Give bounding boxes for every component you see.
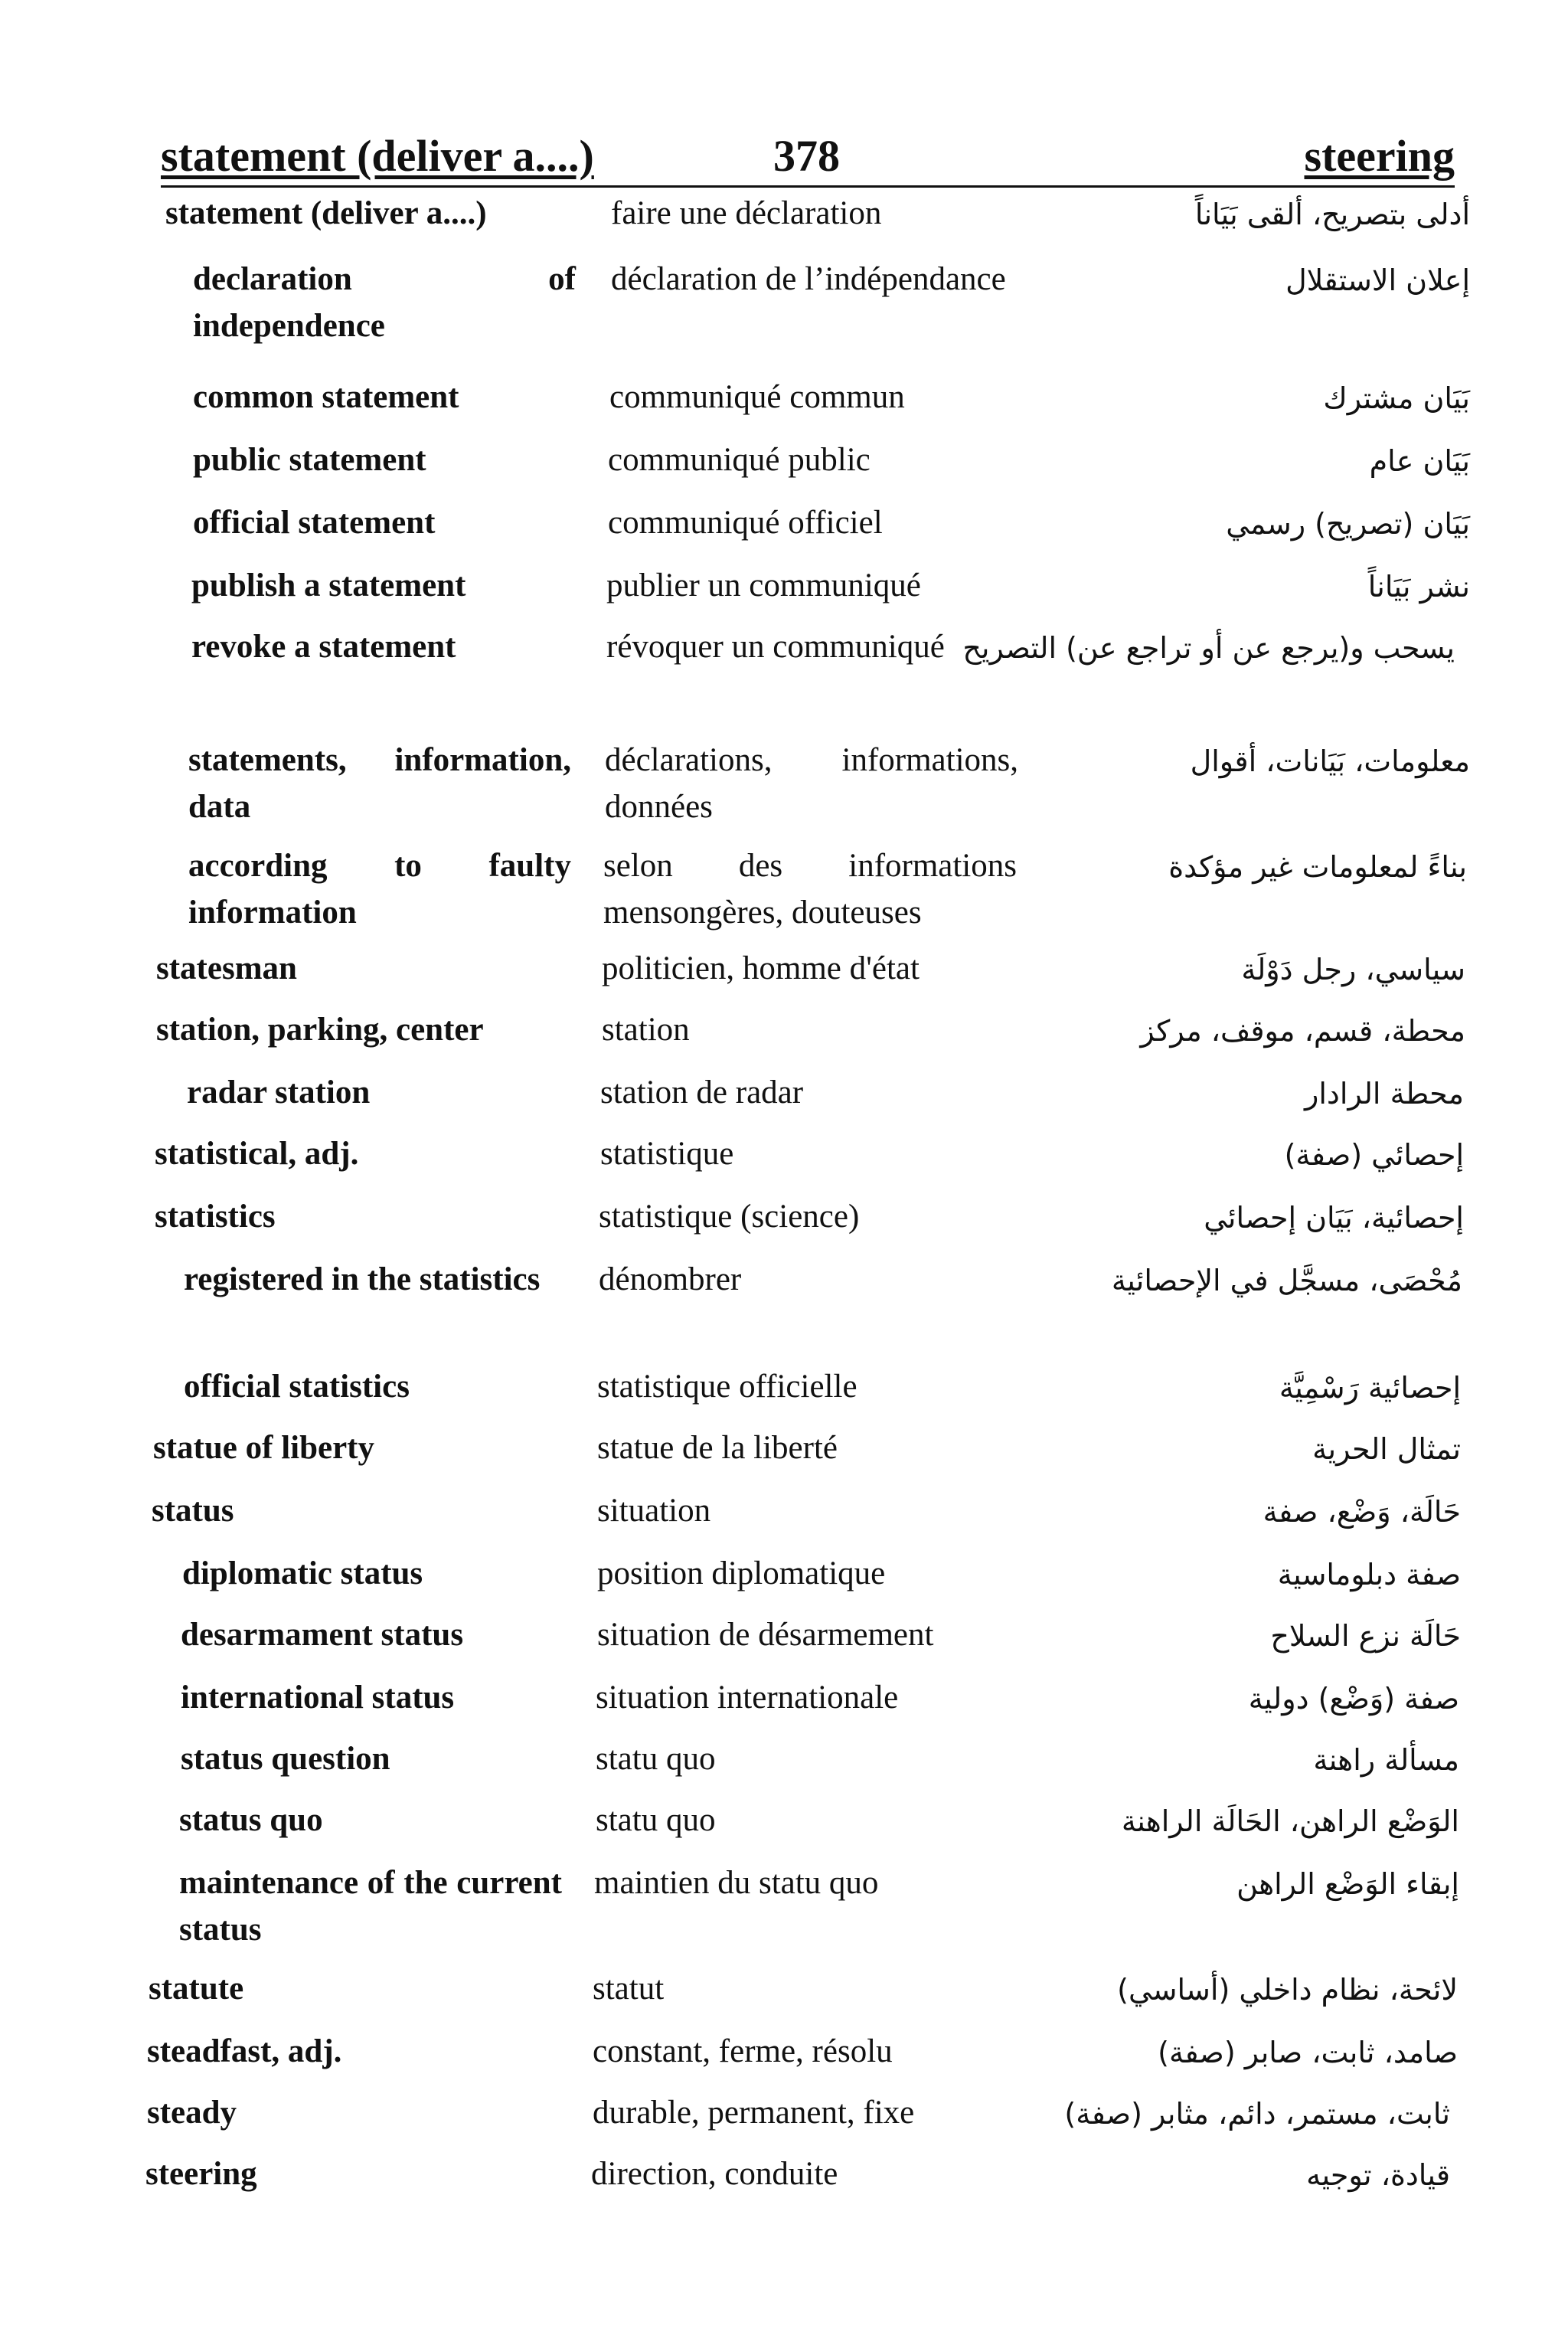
entry-english: maintenance of the current status [179, 1865, 562, 1948]
entry-english: declaration of independence [193, 261, 576, 344]
header-first-entry: statement (deliver a....) [161, 131, 594, 181]
entry-arabic: صفة دبلوماسية [1277, 1558, 1461, 1591]
entry-arabic: إحصائية، بَيَان إحصائي [1204, 1201, 1464, 1235]
entry-english: statement (deliver a....) [165, 195, 487, 231]
entry-french: statut [593, 1971, 665, 2007]
entry-french: constant, ferme, résolu [593, 2033, 893, 2069]
entry-arabic: بَيَان مشترك [1323, 381, 1470, 415]
entry-english: statute [149, 1971, 244, 2007]
entry-arabic: محطة الرادار [1305, 1077, 1464, 1111]
entry-english: revoke a statement [191, 629, 456, 665]
entry-english: steadfast, adj. [147, 2033, 342, 2069]
entry-arabic: مُحْصَى، مسجَّل في الإحصائية [1111, 1264, 1462, 1297]
entry-arabic: نشر بَيَاناً [1367, 570, 1470, 604]
entry-arabic: مسألة راهنة [1313, 1743, 1459, 1777]
entry-arabic: تمثال الحرية [1312, 1432, 1461, 1466]
entry-french: révoquer un communiqué [606, 629, 945, 665]
entry-french: statue de la liberté [597, 1430, 838, 1466]
entry-english: status question [181, 1741, 390, 1777]
entry-english: statistics [155, 1199, 276, 1235]
entry-arabic: حَالَة نزع السلاح [1270, 1619, 1461, 1653]
entry-arabic: صفة (وَضْع) دولية [1248, 1682, 1459, 1716]
entry-arabic: ثابت، مستمر، دائم، مثابر (صفة) [1064, 2097, 1450, 2131]
page-number: 378 [773, 131, 840, 181]
page-header [161, 130, 1455, 188]
entry-english: steady [147, 2095, 237, 2131]
entry-french: selon des informations mensongères, douteuses [603, 848, 1017, 931]
entry-english: station, parking, center [156, 1012, 484, 1048]
entry-french: statu quo [596, 1802, 716, 1838]
entry-arabic: بَيَان (تصريح) رسمي [1226, 507, 1470, 541]
entry-french: situation internationale [596, 1680, 899, 1716]
entry-french: statu quo [596, 1741, 716, 1777]
entry-arabic: الوَضْع الراهن، الحَالَة الراهنة [1121, 1804, 1459, 1838]
entry-french: faire une déclaration [611, 195, 882, 231]
entry-arabic: يسحب و(يرجع عن أو تراجع عن) التصريح [962, 631, 1455, 665]
entry-french: déclarations, informations, données [605, 742, 1018, 825]
entry-arabic: إحصائي (صفة) [1284, 1138, 1464, 1172]
entry-french: communiqué public [608, 442, 871, 478]
entry-english: desarmament status [181, 1617, 464, 1653]
entry-arabic: محطة، قسم، موقف، مركز [1140, 1014, 1465, 1048]
entry-english: diplomatic status [182, 1555, 423, 1591]
entry-english: international status [181, 1680, 455, 1716]
entry-arabic: حَالَة، وَضْع، صفة [1263, 1495, 1461, 1529]
entry-english: statesman [156, 950, 297, 986]
entry-english: radar station [187, 1075, 371, 1111]
entry-arabic: إعلان الاستقلال [1285, 263, 1470, 297]
entry-french: station [602, 1012, 690, 1048]
entry-arabic: معلومات، بَيَانات، أقوال [1190, 744, 1470, 778]
entry-french: statistique officielle [597, 1369, 858, 1405]
entry-english: publish a statement [191, 568, 466, 604]
entry-english: statements, information, data [188, 742, 571, 825]
entry-english: steering [145, 2156, 257, 2192]
entry-arabic: لائحة، نظام داخلي (أساسي) [1117, 1973, 1458, 2007]
entry-english: common statement [193, 379, 459, 415]
entry-arabic: أدلى بتصريح، ألقى بَيَاناً [1194, 198, 1470, 231]
entry-english: status quo [179, 1802, 323, 1838]
entry-french: station de radar [600, 1075, 804, 1111]
entry-arabic: قيادة، توجيه [1306, 2158, 1450, 2192]
entry-english: statue of liberty [153, 1430, 374, 1466]
entry-arabic: إبقاء الوَضْع الراهن [1236, 1867, 1459, 1901]
entry-french: maintien du statu quo [594, 1865, 879, 1901]
entry-french: durable, permanent, fixe [593, 2095, 915, 2131]
entry-english: registered in the statistics [184, 1261, 541, 1297]
entry-english: public statement [193, 442, 426, 478]
entry-english: according to faulty information [188, 848, 571, 931]
entry-arabic: بناءً لمعلومات غير مؤكدة [1168, 850, 1467, 884]
entry-french: direction, conduite [591, 2156, 838, 2192]
entry-english: status [152, 1493, 234, 1529]
entry-french: position diplomatique [597, 1555, 886, 1591]
entry-french: statistique [600, 1136, 734, 1172]
entry-french: situation [597, 1493, 711, 1529]
entry-english: official statistics [184, 1369, 410, 1405]
header-last-entry: steering [1304, 131, 1455, 181]
entry-arabic: إحصائية رَسْمِيَّة [1279, 1371, 1461, 1405]
entry-french: statistique (science) [599, 1199, 860, 1235]
entry-arabic: سياسي، رجل دَوْلَة [1241, 953, 1465, 986]
entry-english: official statement [193, 505, 436, 541]
entry-french: communiqué commun [609, 379, 905, 415]
entry-english: statistical, adj. [155, 1136, 359, 1172]
entry-arabic: صامد، ثابت، صابر (صفة) [1158, 2036, 1458, 2069]
entry-arabic: بَيَان عام [1369, 444, 1470, 478]
entry-french: dénombrer [599, 1261, 742, 1297]
entry-french: publier un communiqué [606, 568, 921, 604]
entry-french: politicien, homme d'état [602, 950, 920, 986]
entry-french: situation de désarmement [597, 1617, 934, 1653]
entry-french: déclaration de l’indépendance [611, 261, 1006, 297]
entry-french: communiqué officiel [608, 505, 883, 541]
